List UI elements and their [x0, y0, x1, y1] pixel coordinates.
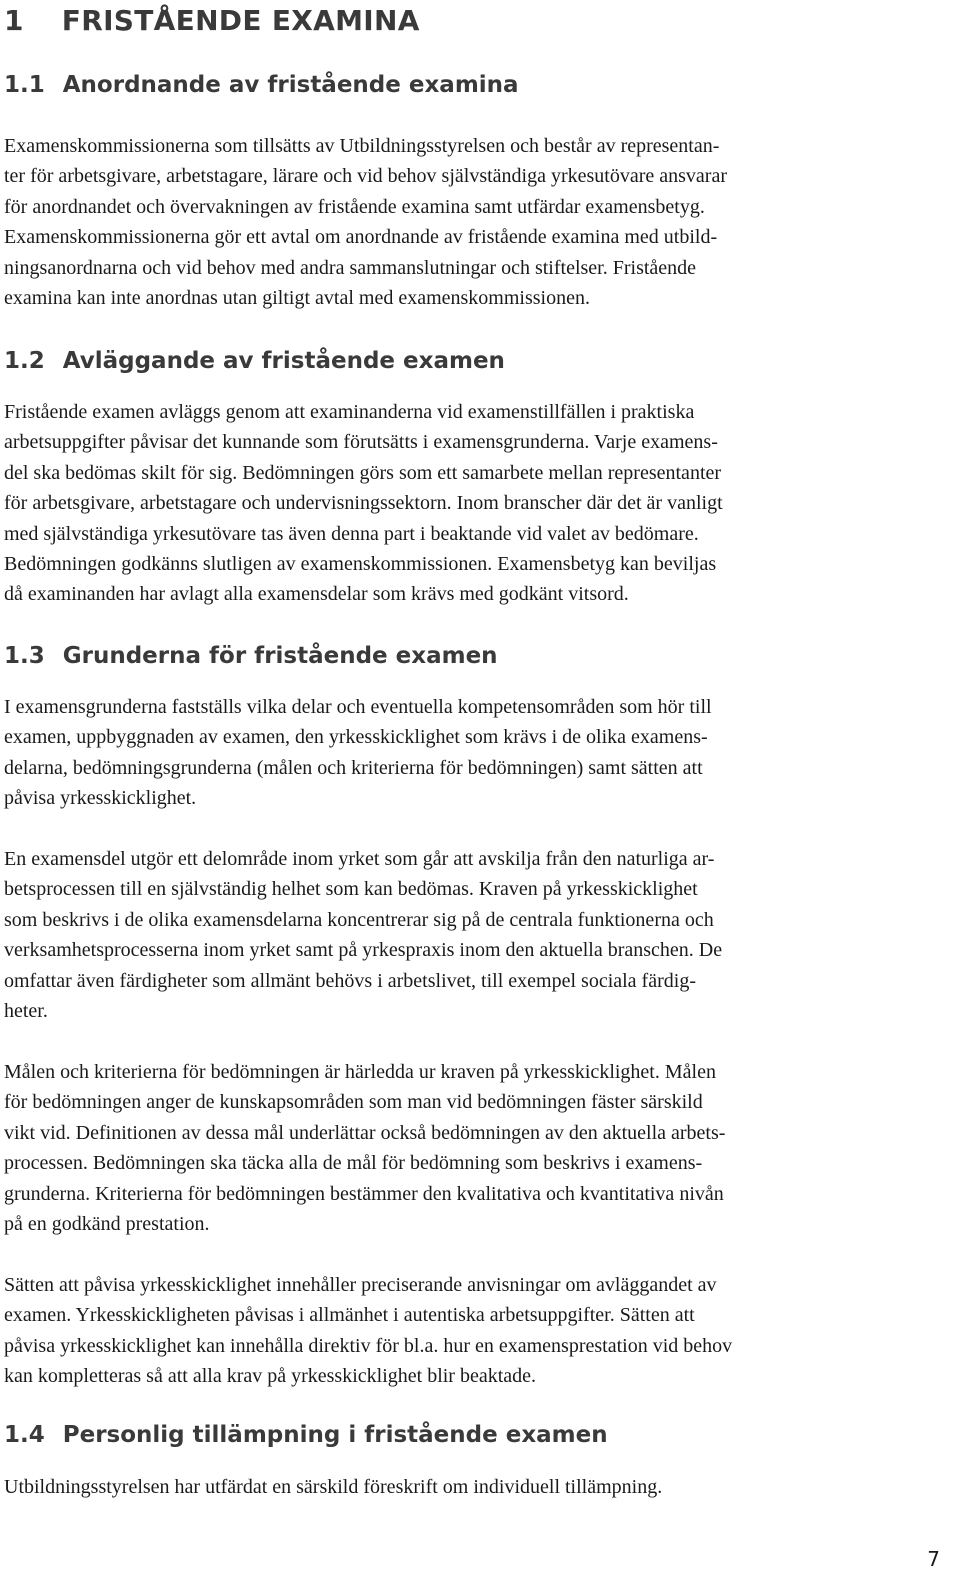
paragraph-examensdel — [4, 844, 936, 1026]
paragraph-malen — [4, 1057, 936, 1239]
text-line: ter för arbetsgivare, arbetstagare, lärare och vid behov självständiga yrkesutövare ansvarar — [4, 165, 728, 188]
section-heading-1-1 — [4, 72, 519, 98]
chapter-title: FRISTÅENDE EXAMINA — [61, 4, 420, 37]
text-line: för bedömningen anger de kunskapsområden som man vid bedömningen fäster särskild — [4, 1091, 703, 1114]
paragraph-avlaggande — [4, 397, 936, 610]
text-line: examina kan inte anordnas utan giltigt avtal med examenskommissionen. — [4, 287, 590, 310]
text-line: Fristående examen avläggs genom att examinanderna vid examenstillfällen i praktiska — [4, 401, 695, 423]
text-line: ningsanordnarna och vid behov med andra sammanslutningar och stiftelser. Fristående — [4, 256, 697, 279]
text-line: på en godkänd prestation. — [4, 1213, 210, 1236]
section-number: 1.2 — [4, 348, 45, 374]
text-line: grunderna. Kriterierna för bedömningen bestämmer den kvalitativa och kvantitativa nivån — [4, 1182, 724, 1205]
chapter-heading — [4, 4, 420, 37]
text-line: då examinanden har avlagt alla examensdelar som krävs med godkänt vitsord. — [4, 583, 629, 606]
text-line: påvisa yrkesskicklighet kan innehålla direktiv för bl.a. hur en examensprestation vid behov — [4, 1334, 733, 1357]
text-line: påvisa yrkesskicklighet. — [4, 787, 197, 810]
text-line: Examenskommissionerna gör ett avtal om anordnande av fristående examina med utbild- — [4, 226, 718, 249]
section-heading-1-4 — [4, 1422, 608, 1448]
text-line: med självständiga yrkesutövare tas även denna part i beaktande vid valet av bedömare. — [4, 522, 699, 545]
page-number: 7 — [927, 1547, 940, 1571]
section-heading-1-2 — [4, 348, 505, 374]
chapter-number: 1 — [4, 4, 24, 37]
text-line: betsprocessen till en självständig helhet som kan bedömas. Kraven på yrkesskicklighet — [4, 878, 698, 901]
text-line: arbetsuppgifter påvisar det kunnande som förutsätts i examensgrunderna. Varje examens- — [4, 431, 718, 454]
text-line: för arbetsgivare, arbetstagare och undervisningssektorn. Inom branscher där det är vanligt — [4, 492, 723, 515]
section-heading-1-3 — [4, 643, 498, 669]
text-line: Målen och kriterierna för bedömningen är härledda ur kraven på yrkesskicklighet. Målen — [4, 1061, 716, 1083]
text-line: examen, uppbyggnaden av examen, den yrkesskicklighet som krävs i de olika examens- — [4, 726, 708, 749]
paragraph-satten — [4, 1270, 936, 1392]
text-line: Utbildningsstyrelsen har utfärdat en särskild föreskrift om individuell tillämpning. — [4, 1476, 663, 1498]
text-line: processen. Bedömningen ska täcka alla de mål för bedömning som beskrivs i examens- — [4, 1152, 703, 1175]
section-number: 1.4 — [4, 1422, 45, 1448]
text-line: Bedömningen godkänns slutligen av examenskommissionen. Examensbetyg kan beviljas — [4, 553, 717, 576]
section-title: Personlig tillämpning i fristående examen — [62, 1422, 608, 1448]
section-title: Anordnande av fristående examina — [62, 72, 519, 98]
paragraph-personlig — [4, 1472, 936, 1502]
text-line: vikt vid. Definitionen av dessa mål underlättar också bedömningen av den aktuella arbets- — [4, 1121, 726, 1144]
section-number: 1.1 — [4, 72, 45, 98]
text-line: omfattar även färdigheter som allmänt behövs i arbetslivet, till exempel sociala färdig- — [4, 969, 696, 992]
text-line: heter. — [4, 1000, 48, 1023]
text-line: examen. Yrkesskickligheten påvisas i allmänhet i autentiska arbetsuppgifter. Sätten att — [4, 1304, 695, 1327]
text-line: Sätten att påvisa yrkesskicklighet innehåller preciserande anvisningar om avläggandet av — [4, 1274, 717, 1296]
text-line: I examensgrunderna fastställs vilka delar och eventuella kompetensområden som hör till — [4, 696, 712, 718]
text-line: verksamhetsprocesserna inom yrket samt på yrkespraxis inom den aktuella branschen. De — [4, 939, 723, 962]
text-line: kan kompletteras så att alla krav på yrkesskicklighet blir beaktade. — [4, 1365, 537, 1388]
text-line: för anordnandet och övervakningen av fristående examina samt utfärdar examensbetyg. — [4, 195, 705, 218]
section-number: 1.3 — [4, 643, 45, 669]
text-line: Examenskommissionerna som tillsätts av Utbildningsstyrelsen och består av representan- — [4, 135, 720, 157]
text-line: delarna, bedömningsgrunderna (målen och kriterierna för bedömningen) samt sätten att — [4, 756, 703, 779]
section-title: Avläggande av fristående examen — [62, 348, 505, 374]
section-title: Grunderna för fristående examen — [62, 643, 498, 669]
text-line: som beskrivs i de olika examensdelarna koncentrerar sig på de centrala funktionerna och — [4, 908, 714, 931]
paragraph-grunderna — [4, 692, 936, 814]
paragraph-anordnande — [4, 131, 936, 313]
text-line: En examensdel utgör ett delområde inom yrket som går att avskilja från den naturliga ar- — [4, 848, 715, 870]
text-line: del ska bedömas skilt för sig. Bedömningen görs som ett samarbete mellan representanter — [4, 461, 722, 484]
